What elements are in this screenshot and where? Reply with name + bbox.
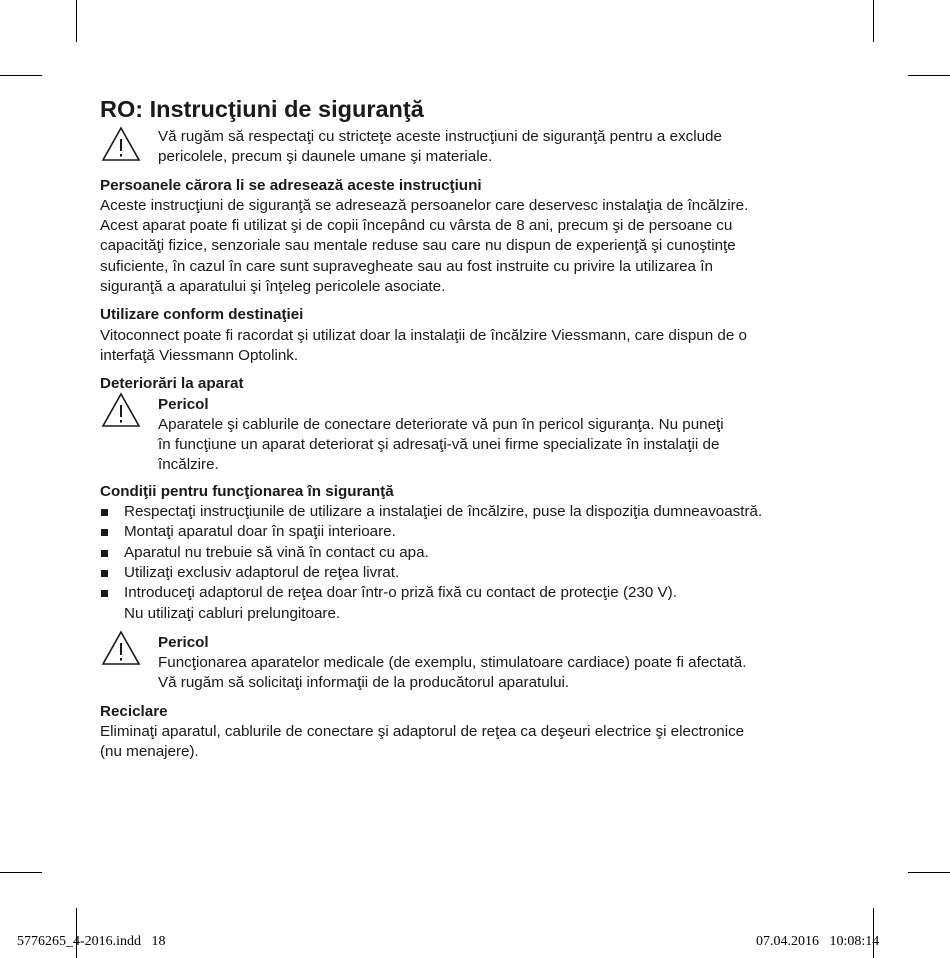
list-item — [100, 563, 840, 583]
section-heading: Reciclare — [100, 702, 168, 720]
section-heading: Deteriorări la aparat — [100, 375, 244, 393]
bullet-square-icon — [101, 509, 108, 516]
crop-mark — [0, 75, 42, 76]
intro-line: Vă rugăm să respectaţi cu stricteţe aceste instrucţiuni de siguranţă pentru a exclude — [158, 128, 722, 145]
damage-warning — [100, 395, 840, 476]
paragraph-line: încălzire. — [158, 456, 219, 474]
document-body — [100, 94, 840, 763]
paragraph-line: Acest aparat poate fi utilizat şi de copii începând cu vârsta de 8 ani, precum şi de persoane cu — [100, 217, 733, 235]
warning-title: Pericol — [158, 395, 209, 413]
paragraph-line: interfaţă Viessmann Optolink. — [100, 346, 299, 364]
list-item — [100, 502, 840, 522]
paragraph-line: Aparatele şi cablurile de conectare deteriorate vă pun în pericol siguranţa. Nu puneţi — [158, 415, 724, 433]
print-slug-file: 5776265_4-2016.indd 18 — [17, 934, 166, 949]
list-item-text: Aparatul nu trebuie să vină în contact cu apa. — [124, 543, 429, 561]
warning-triangle-icon — [101, 126, 141, 162]
list-item-text: Introduceţi adaptorul de reţea doar într-o priză fixă cu contact de protecţie (230 V). — [124, 584, 677, 602]
conditions-list — [100, 502, 840, 603]
paragraph-line: siguranţă a aparatului şi înţeleg pericolele asociate. — [100, 278, 446, 296]
list-item-text: Utilizaţi exclusiv adaptorul de reţea livrat. — [124, 563, 400, 581]
bullet-square-icon — [101, 570, 108, 577]
section-conditions — [100, 482, 840, 694]
paragraph-line: Eliminaţi aparatul, cablurile de conectare şi adaptorul de reţea ca deşeuri electrice şi electronice — [100, 723, 745, 741]
section-persons — [100, 176, 840, 298]
list-item — [100, 583, 840, 603]
section-heading: Condiţii pentru funcţionarea în siguranţă — [100, 482, 394, 500]
bullet-square-icon — [101, 550, 108, 557]
crop-mark — [873, 0, 874, 42]
section-heading: Utilizare conform destinaţiei — [100, 306, 304, 324]
paragraph-line: suficiente, în cazul în care sunt supravegheate sau au fost instruite cu privire la utilizarea în — [100, 257, 713, 275]
print-slug-date: 07.04.2016 10:08:14 — [756, 934, 880, 949]
bullet-square-icon — [101, 529, 108, 536]
paragraph-line: (nu menajere). — [100, 743, 199, 761]
section-heading: Persoanele cărora li se adresează aceste instrucţiuni — [100, 176, 482, 194]
warning-title: Pericol — [158, 633, 209, 651]
paragraph-line: capacităţi fizice, senzoriale sau mentale reduse sau care nu dispun de experienţă şi cunoştinţe — [100, 237, 736, 255]
list-continuation: Nu utilizaţi cabluri prelungitoare. — [124, 604, 341, 622]
medical-warning — [100, 633, 840, 694]
section-recycling — [100, 702, 840, 763]
warning-triangle-icon — [101, 392, 141, 428]
crop-mark — [76, 908, 77, 958]
list-item — [100, 522, 840, 542]
intro-line: pericolele, precum şi daunele umane şi materiale. — [158, 148, 493, 166]
paragraph-line: Funcţionarea aparatelor medicale (de exemplu, stimulatoare cardiace) poate fi afectată. — [158, 654, 747, 672]
list-item — [100, 543, 840, 563]
paragraph-line: Vitoconnect poate fi racordat şi utilizat doar la instalaţii de încălzire Viessmann, care dispun de o — [100, 326, 747, 344]
warning-triangle-icon — [101, 630, 141, 666]
bullet-square-icon — [101, 590, 108, 597]
list-item-text: Montaţi aparatul doar în spaţii interioare. — [124, 523, 396, 541]
list-item-text: Respectaţi instrucţiunile de utilizare a instalaţiei de încălzire, puse la dispoziţia dumneavoastră. — [124, 503, 763, 521]
page-title: RO: Instrucţiuni de siguranţă — [100, 96, 424, 122]
crop-mark — [908, 872, 950, 873]
paragraph-line: în funcţiune un aparat deteriorat şi adresaţi-vă unei firme specializate în instalaţii de — [158, 436, 720, 454]
paragraph-line: Aceste instrucţiuni de siguranţă se adresează persoanelor care deservesc instalaţia de încălzire. — [100, 196, 749, 214]
section-damage — [100, 374, 840, 475]
crop-mark — [873, 908, 874, 958]
crop-mark — [0, 872, 42, 873]
section-usage — [100, 305, 840, 366]
intro-warning — [100, 127, 840, 168]
crop-mark — [76, 0, 77, 42]
crop-mark — [908, 75, 950, 76]
paragraph-line: Vă rugăm să solicitaţi informaţii de la producătorul aparatului. — [158, 674, 570, 692]
